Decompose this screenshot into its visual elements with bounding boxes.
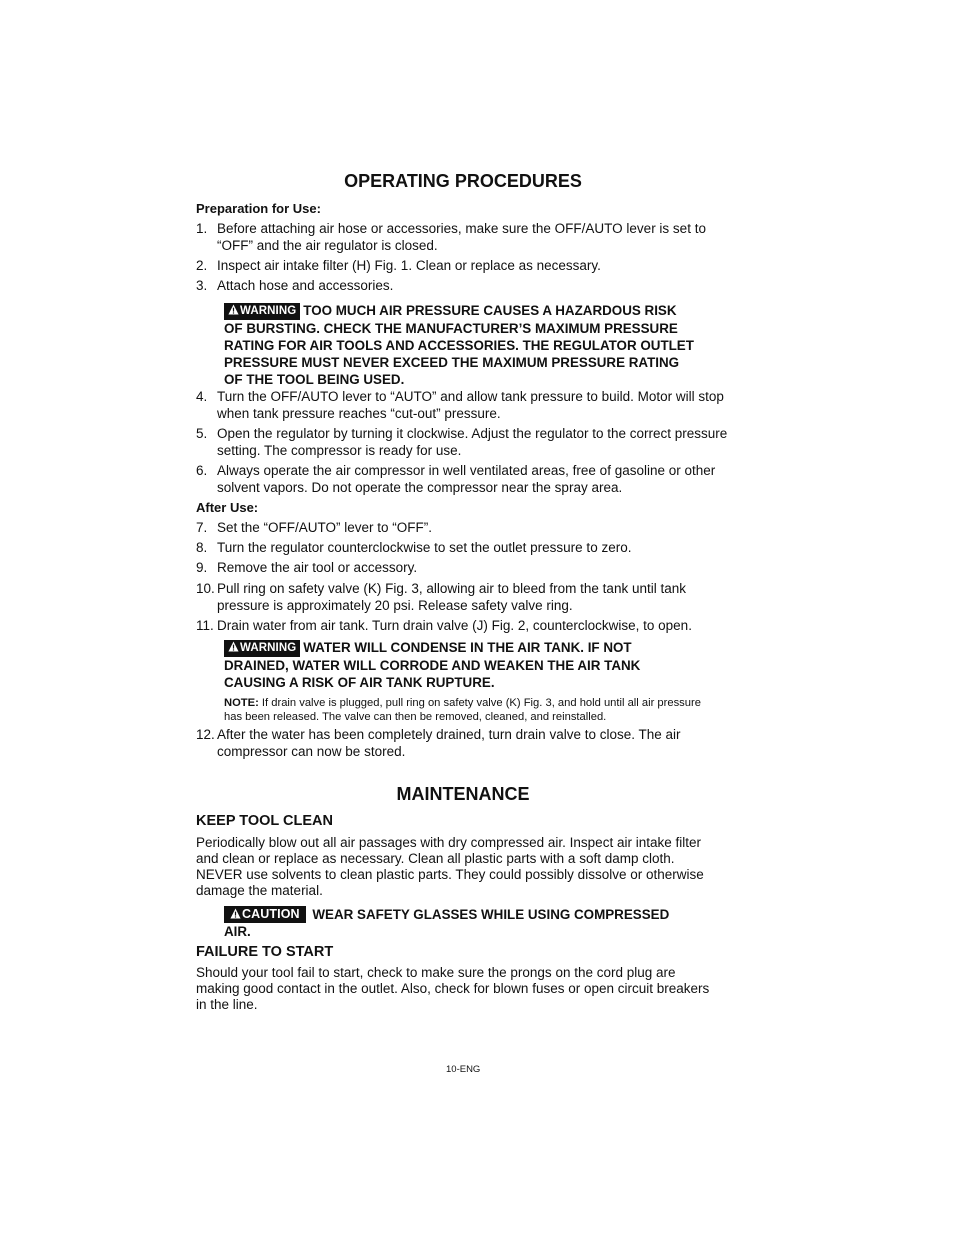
warning-block [224, 639, 694, 691]
item-text: Pull ring on safety valve (K) Fig. 3, allowing air to bleed from the tank until tank pressure is approximately 20 psi. Release safety valve ring. [217, 581, 686, 613]
list-item [196, 426, 736, 459]
list-item [196, 389, 736, 422]
note-text: If drain valve is plugged, pull ring on safety valve (K) Fig. 3, and hold until all air pressure has been released. The valve can then be removed, cleaned, and reinstalled. [224, 697, 701, 723]
item-text: Turn the regulator counterclockwise to set the outlet pressure to zero. [217, 540, 632, 555]
item-number: 2. [196, 258, 208, 273]
warning-triangle-icon [228, 641, 239, 652]
item-text: Attach hose and accessories. [217, 278, 394, 293]
warning-badge [224, 640, 300, 657]
list-item [196, 560, 736, 577]
item-text: Inspect air intake filter (H) Fig. 1. Clean or replace as necessary. [217, 258, 601, 273]
page-number: 10-ENG [446, 1064, 481, 1075]
keep-tool-clean-heading: KEEP TOOL CLEAN [196, 813, 333, 829]
caution-badge-label: CAUTION [242, 907, 300, 921]
item-number: 12. [196, 727, 215, 742]
item-number: 3. [196, 278, 208, 293]
list-item [196, 727, 736, 760]
item-number: 9. [196, 560, 208, 575]
list-item [196, 463, 736, 496]
list-item [196, 278, 736, 295]
warning-triangle-icon [230, 908, 241, 919]
list-item [196, 520, 736, 537]
item-text: After the water has been completely drained, turn drain valve to close. The air compressor can now be stored. [217, 727, 681, 759]
warning-badge-label: WARNING [240, 305, 297, 317]
caution-text: WEAR SAFETY GLASSES WHILE USING COMPRESSED AIR. [224, 907, 670, 939]
item-text: Drain water from air tank. Turn drain valve (J) Fig. 2, counterclockwise, to open. [217, 618, 692, 633]
preparation-heading: Preparation for Use: [196, 201, 321, 216]
item-number: 1. [196, 221, 208, 236]
item-text: Always operate the air compressor in well ventilated areas, free of gasoline or other solvent vapors. Do not operate the compressor near the spray area. [217, 463, 716, 495]
warning-badge [224, 303, 300, 320]
operating-procedures-title: OPERATING PROCEDURES [344, 171, 582, 191]
item-number: 8. [196, 540, 208, 555]
warning-text: TOO MUCH AIR PRESSURE CAUSES A HAZARDOUS RISK OF BURSTING. CHECK THE MANUFACTURER’S MAXIMUM PRESSURE RATING FOR AIR TOOLS AND ACCESSORIES. THE REGULATOR OUTLET PRESSURE MUST NEVER EXCEED THE MAXIMUM PRESSURE RATING OF THE TOOL BEING USED. [224, 303, 694, 387]
warning-block [224, 302, 694, 388]
list-item [196, 540, 736, 557]
item-number: 4. [196, 389, 208, 404]
maintenance-title: MAINTENANCE [396, 784, 530, 804]
keep-tool-clean-text: Periodically blow out all air passages with dry compressed air. Inspect air intake filter and clean or replace as necessary. Clean all plastic parts with a soft damp cloth. NEVER use solvents to clean plastic parts. They could possibly dissolve or otherwise damage the material. [196, 835, 704, 898]
warning-text: WATER WILL CONDENSE IN THE AIR TANK. IF NOT DRAINED, WATER WILL CORRODE AND WEAKEN THE AIR TANK CAUSING A RISK OF AIR TANK RUPTURE. [224, 640, 641, 690]
item-number: 11. [196, 618, 214, 633]
list-item [196, 581, 736, 614]
note-label: NOTE: [224, 697, 259, 709]
item-number: 6. [196, 463, 208, 478]
warning-triangle-icon [228, 304, 239, 315]
item-text: Turn the OFF/AUTO lever to “AUTO” and allow tank pressure to build. Motor will stop when tank pressure reaches “cut-out” pressure. [217, 389, 724, 421]
item-text: Before attaching air hose or accessories, make sure the OFF/AUTO lever is set to “OFF” and the air regulator is closed. [217, 221, 706, 253]
item-number: 5. [196, 426, 208, 441]
item-text: Open the regulator by turning it clockwise. Adjust the regulator to the correct pressure setting. The compressor is ready for use. [217, 426, 728, 458]
item-text: Remove the air tool or accessory. [217, 560, 418, 575]
warning-badge-label: WARNING [240, 642, 297, 654]
failure-to-start-text: Should your tool fail to start, check to make sure the prongs on the cord plug are making good contact in the outlet. Also, check for blown fuses or open circuit breakers in the line. [196, 965, 710, 1012]
list-item [196, 618, 736, 635]
item-number: 7. [196, 520, 208, 535]
caution-badge [224, 906, 306, 923]
list-item [196, 258, 736, 275]
item-number: 10. [196, 581, 215, 596]
after-use-heading: After Use: [196, 500, 259, 515]
list-item [196, 221, 736, 254]
drain-valve-note [224, 696, 714, 724]
caution-block [224, 906, 694, 940]
failure-to-start-heading: FAILURE TO START [196, 944, 334, 960]
item-text: Set the “OFF/AUTO” lever to “OFF”. [217, 520, 433, 535]
